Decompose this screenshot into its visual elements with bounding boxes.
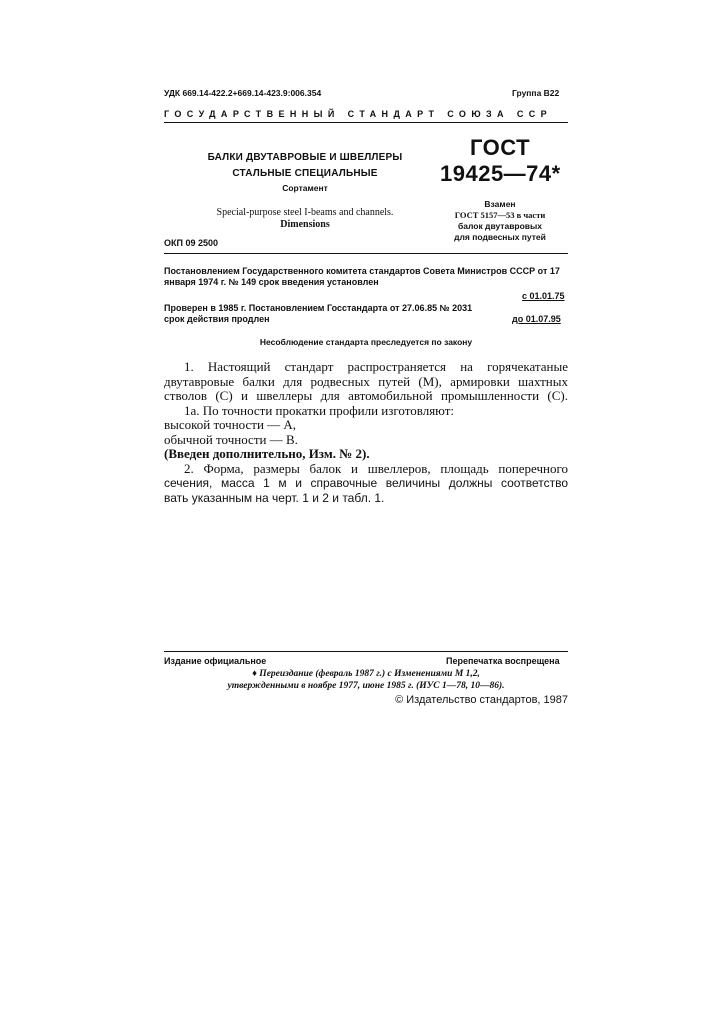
body-p3-line3: вать указанным на черт. 1 и 2 и табл. 1. bbox=[164, 490, 385, 505]
legal-notice: Несоблюдение стандарта преследуется по закону bbox=[259, 337, 473, 347]
reprint-line1: ♦ Переиздание (февраль 1987 г.) с Изменениями М 1,2, bbox=[252, 669, 480, 679]
reprint-note bbox=[164, 668, 568, 692]
title-ru-line1: БАЛКИ ДВУТАВРОВЫЕ И ШВЕЛЛЕРЫ bbox=[207, 152, 403, 163]
gost-block bbox=[440, 135, 560, 187]
title-ru bbox=[205, 150, 405, 182]
decree-text: Постановлением Государственного комитета стандартов Совета Министров СССР от 17 января 1974 г. № 149 срок введения установлен bbox=[164, 266, 560, 287]
replacement-note bbox=[440, 199, 560, 243]
header-rule bbox=[164, 122, 568, 123]
title-en-line2: Dimensions bbox=[280, 219, 330, 230]
gost-label: ГОСТ bbox=[469, 135, 531, 160]
body-p2-line2: высокой точности — А, bbox=[164, 417, 297, 432]
okp-rule bbox=[164, 253, 568, 254]
okp-code: ОКП 09 2500 bbox=[164, 238, 218, 248]
body-p2-line1: 1а. По точности прокатки профили изготовляют: bbox=[184, 402, 455, 418]
replacement-line2: ГОСТ 5157—53 в части bbox=[454, 210, 546, 220]
state-standard-heading: ГОСУДАРСТВЕННЫЙ СТАНДАРТ СОЮЗА ССР bbox=[164, 109, 553, 119]
body-p1-line1: 1. Настоящий стандарт распространяется на горячекатаные bbox=[184, 359, 568, 374]
body-p3-line2: сечения, масса 1 м и справочные величины должны соответство bbox=[164, 476, 568, 490]
body-p3-line1: 2. Форма, размеры балок и швеллеров, площадь поперечного bbox=[184, 460, 568, 476]
body-text bbox=[164, 360, 568, 505]
gost-number: 19425—74* bbox=[440, 161, 561, 186]
title-en bbox=[170, 207, 440, 231]
replacement-line4: для подвесных путей bbox=[454, 232, 546, 242]
footer-rule bbox=[164, 651, 568, 652]
reprint-line2: утвержденными в ноябре 1977, июне 1985 г. (ИУС 1—78, 10—86). bbox=[227, 681, 505, 691]
title-ru-line2: СТАЛЬНЫЕ СПЕЦИАЛЬНЫЕ bbox=[232, 168, 378, 179]
title-en-line1: Special-purpose steel I-beams and channels. bbox=[216, 207, 394, 218]
body-p2-line3: обычной точности — В. bbox=[164, 431, 298, 447]
check-text: Проверен в 1985 г. Постановлением Госстандарта от 27.06.85 № 2031 срок действия продлен bbox=[164, 303, 473, 324]
replacement-line1: Взамен bbox=[484, 199, 516, 209]
no-reprint-notice: Перепечатка воспрещена bbox=[446, 656, 560, 666]
body-p1-line2: двутавровые балки для родвесных путей (М), армировки шахтных bbox=[164, 373, 568, 389]
replacement-line3: балок двутавровых bbox=[457, 221, 543, 231]
group-code: Группа В22 bbox=[512, 88, 560, 98]
check-date: до 01.07.95 bbox=[512, 314, 561, 324]
decree-date: с 01.01.75 bbox=[522, 291, 565, 301]
title-sortament: Сортамент bbox=[282, 183, 328, 193]
official-edition: Издание официальное bbox=[164, 656, 267, 666]
body-p1-line3: стволов (С) и швеллеры для автомобильной промышленности (С). bbox=[164, 388, 568, 403]
udc-code: УДК 669.14-422.2+669.14-423.9:006.354 bbox=[164, 88, 322, 98]
copyright: © Издательство стандартов, 1987 bbox=[395, 694, 568, 706]
body-p2-note: (Введен дополнительно, Изм. № 2). bbox=[164, 446, 370, 461]
